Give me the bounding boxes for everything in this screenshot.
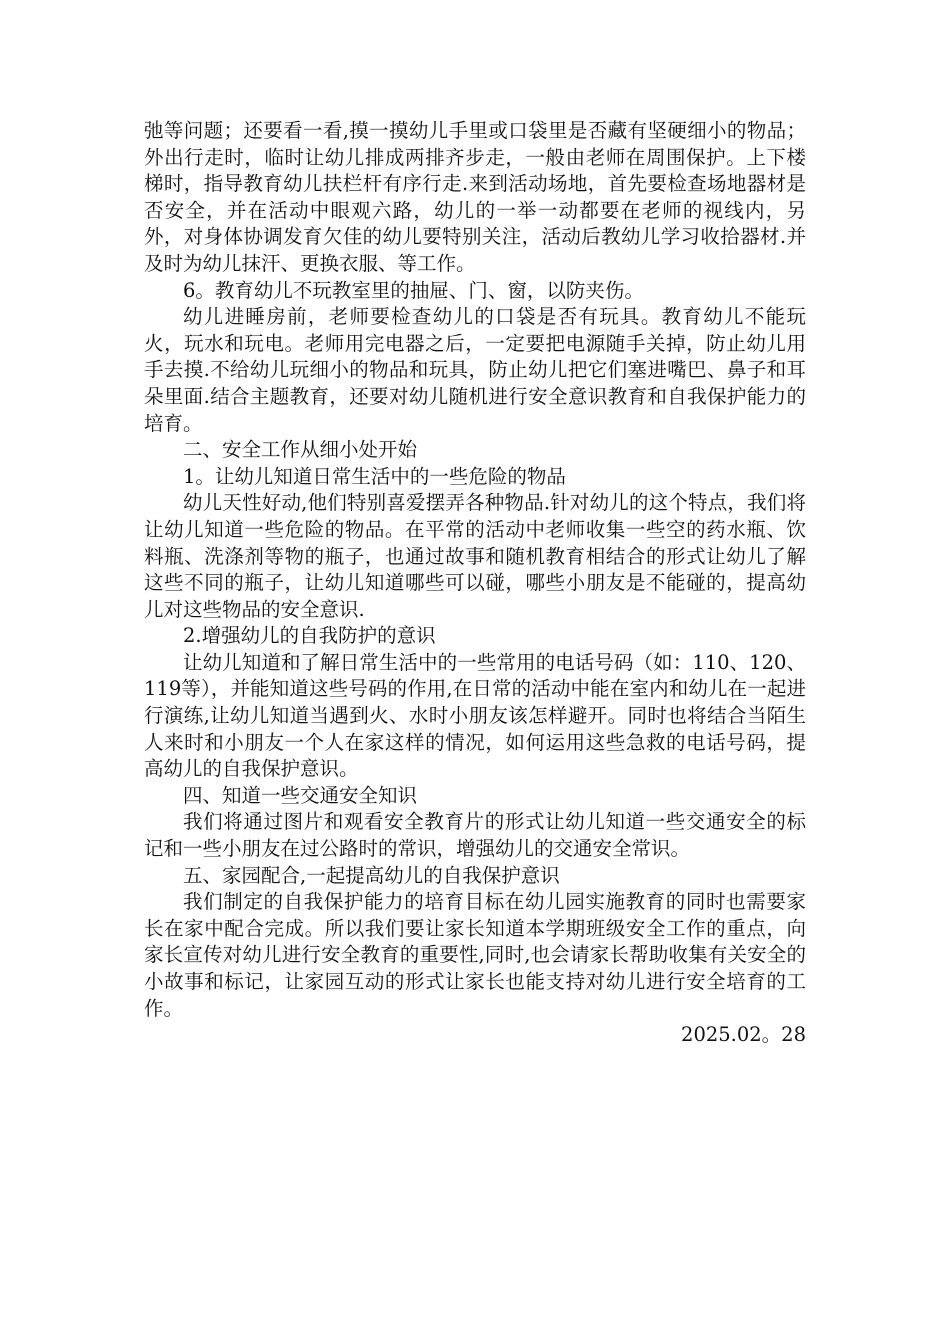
subheading-2: 2.增强幼儿的自我防护的意识 bbox=[183, 624, 436, 648]
section-heading-2: 二、安全工作从细小处开始 bbox=[183, 438, 418, 462]
paragraph-3: 幼儿进睡房前，老师要检查幼儿的口袋是否有玩具。教育幼儿不能玩火，玩水和玩电。老师用完电器之后，一定要把电源随手关掉，防止幼儿用手去摸.不给幼儿玩细小的物品和玩具，防止幼儿把它们塞进嘴巴、鼻子和耳朵里面.结合主题教育，还要对幼儿随机进行安全意识教育和自我保护能力的培育。 bbox=[144, 305, 806, 435]
paragraph-1: 弛等问题；还要看一看,摸一摸幼儿手里或口袋里是否藏有坚硬细小的物品；外出行走时，临时让幼儿排成两排齐步走，一般由老师在周围保护。上下楼梯时，指导教育幼儿扶栏杆有序行走.来到活动场地，首先要检查场地器材是否安全，并在活动中眼观六路，幼儿的一举一动都要在老师的视线内，另外，对身体协调发育欠佳的幼儿要特别关注，活动后教幼儿学习收拾器材.并及时为幼儿抹汗、更换衣服、等工作。 bbox=[144, 119, 806, 275]
document-date: 2025.02。28 bbox=[681, 1023, 806, 1047]
paragraph-6: 我们将通过图片和观看安全教育片的形式让幼儿知道一些交通安全的标记和一些小朋友在过公路时的常识，增强幼儿的交通安全常识。 bbox=[144, 810, 806, 861]
paragraph-7: 我们制定的自我保护能力的培育目标在幼儿园实施教育的同时也需要家长在家中配合完成。所以我们要让家长知道本学期班级安全工作的重点，向家长宣传对幼儿进行安全教育的重要性,同时,也会请家长帮助收集有关安全的小故事和标记，让家园互动的形式让家长也能支持对幼儿进行安全培育的工作。 bbox=[144, 890, 806, 1020]
document-body bbox=[144, 118, 806, 1049]
paragraph-4: 幼儿天性好动,他们特别喜爱摆弄各种物品.针对幼儿的这个特点，我们将让幼儿知道一些危险的物品。在平常的活动中老师收集一些空的药水瓶、饮料瓶、洗涤剂等物的瓶子，也通过故事和随机教育相结合的形式让幼儿了解这些不同的瓶子，让幼儿知道哪些可以碰，哪些小朋友是不能碰的，提高幼儿对这些物品的安全意识. bbox=[144, 491, 806, 621]
section-heading-4: 四、知道一些交通安全知识 bbox=[183, 783, 418, 807]
paragraph-5: 让幼儿知道和了解日常生活中的一些常用的电话号码（如：110、120、119等），并能知道这些号码的作用,在日常的活动中能在室内和幼儿在一起进行演练,让幼儿知道当遇到火、水时小朋友该怎样避开。同时也将结合当陌生人来时和小朋友一个人在家这样的情况，如何运用这些急救的电话号码，提高幼儿的自我保护意识。 bbox=[144, 650, 806, 781]
section-heading-5: 五、家园配合,一起提高幼儿的自我保护意识 bbox=[183, 863, 560, 887]
paragraph-2: 6。教育幼儿不玩教室里的抽屉、门、窗，以防夹伤。 bbox=[183, 278, 644, 302]
subheading-1: 1。让幼儿知道日常生活中的一些危险的物品 bbox=[183, 464, 566, 488]
